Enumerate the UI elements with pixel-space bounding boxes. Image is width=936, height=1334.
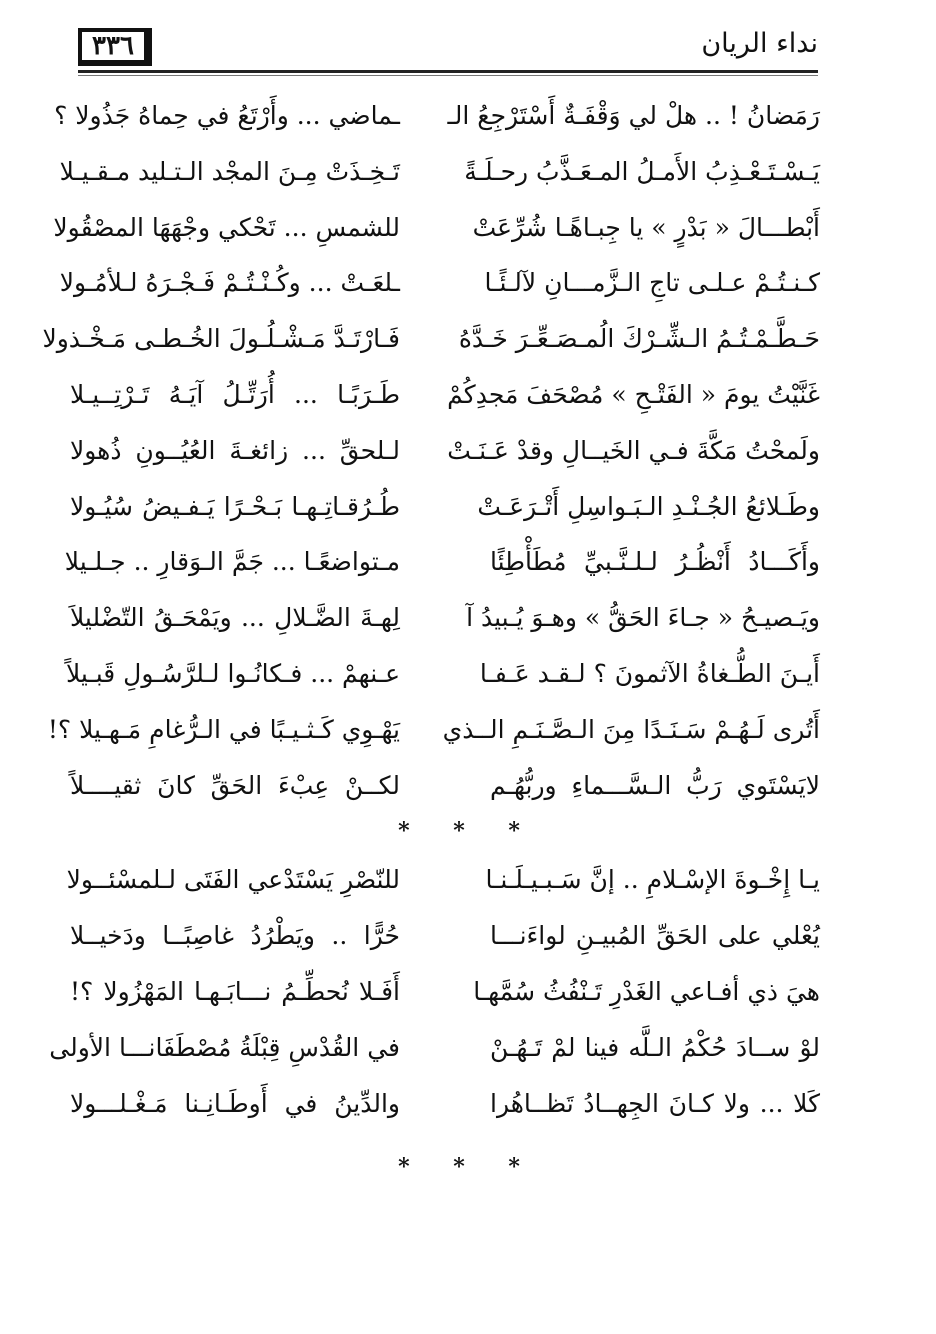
verse-first-hemistich: هيَ ذي أفـاعي الغَدْرِ تَـنْفُثُ سُمَّهـا [473, 977, 820, 1006]
page-number: ٣٣٦ [78, 28, 152, 66]
verse-second-hemistich: يَهْـوِي كَـثـيـبًا في الـرُّغامِ مَـهـيلا ؟! [47, 714, 400, 744]
verse-line [65, 650, 820, 706]
verse-line [42, 315, 820, 371]
verse-second-hemistich: ـماضي ... وأَرْتَعُ في حِماهُ جَذُولا ؟ [54, 101, 400, 130]
verse-line [70, 594, 820, 650]
verse-line [70, 427, 820, 483]
verse-first-hemistich: حَـطَّـمْـتُـمُ الـشِّـرْكَ الُمـصَـعِّـرَ خَـدَّهُ [458, 324, 820, 354]
verse-first-hemistich: وأَكَـــادُ أَنْظُـرُ لـلـنَّـبيِّ مُطَأْطِئًا [490, 547, 820, 577]
verse-second-hemistich: تَـخِـذَتْ مِـنَ المجْد الـتـليد مـقـيـلا [59, 156, 400, 186]
verse-line [70, 371, 820, 427]
verse-first-hemistich: أَبْطـــالَ « بَدْرٍ » يا جِبـاهًـا شُرِّعَتْ [472, 212, 820, 242]
poem-stanza-2 [49, 856, 820, 1136]
verse-second-hemistich: في القُدْسِ قِبْلَةُ مُصْطَفَانـــا الأولى [49, 1033, 400, 1062]
verse-second-hemistich: للشمسِ ... تَحْكي وجْهَهَا المصْقُولا [53, 212, 400, 242]
verse-first-hemistich: كـنـتُـمْ عـلـى تاجِ الـزَّمـــانِ لآلـئًـا [484, 268, 820, 298]
verse-line [59, 259, 820, 315]
verse-first-hemistich: رَمَضانُ ! .. هلْ لي وَقْفَـةٌ أَسْتَرْجِعُ الـ [447, 101, 820, 130]
verse-second-hemistich: فَـارْتَـدَّ مَـشْـلُـولَ الخُـطـى مَـخْـذولا [42, 324, 400, 354]
verse-second-hemistich: مـتواضعًـا ... جَمَّ الـوَقارِ .. جـلـيلا [64, 547, 400, 577]
verse-line [54, 92, 820, 148]
verse-second-hemistich: لِهـةَ الضَّـلالِ ... ويَمْحَـقُ التّضْليلاَ [70, 603, 400, 633]
verse-first-hemistich: غَنَّيْتُ يومَ « الفَتْـحِ » مُصْحَفَ مَجدِكُمْ [447, 379, 820, 409]
verse-first-hemistich: كَلا ... ولا كـانَ الجِهــادُ تَظــاهُرا [490, 1089, 820, 1118]
verse-line [59, 148, 820, 204]
verse-line [70, 1080, 820, 1136]
stanza-divider: * * * [398, 818, 538, 844]
verse-second-hemistich: أَفَـلا نُحطِّـمُ نـــابَـهـا المَهْزُولا ؟! [70, 977, 400, 1006]
verse-second-hemistich: عـنهمْ ... فـكانُـوا لـلرَّسُـولِ قَبـيلاً [65, 658, 400, 688]
verse-second-hemistich: طُـرُقـاتِـهـا بَـحْـرًا يَـفـيضُ سُيُـولا [70, 491, 400, 521]
verse-second-hemistich: لكــنْ عِبْءَ الحَقِّ كانَ ثقيــــلاً [70, 770, 400, 800]
stanza-divider: * * * [398, 1154, 538, 1180]
verse-line [49, 1024, 820, 1080]
verse-second-hemistich: والدِّينُ في أَوطَـانِـنا مَـغْـلـــولا [70, 1089, 400, 1118]
verse-second-hemistich: ـلعَـتْ ... وكُـنْـتُـمْ فَـجْـرَهُ لـلأمُـولا [59, 268, 400, 298]
book-title: نداء الريان [701, 28, 818, 59]
verse-first-hemistich: لايَسْتَوي رَبُّ الـسَّـــماءِ وربُّهُـم [490, 770, 820, 800]
verse-first-hemistich: يَـسْـتَـعْـذِبُ الأَمـلُ المـعَـذَّبُ رحـلَـةً [464, 156, 820, 186]
poem-stanza-1 [42, 92, 820, 817]
page-header [78, 22, 818, 72]
verse-first-hemistich: وطَـلائعُ الجُـنْـدِ الـبَـواسِلِ أَتْـرَعَـتْ [477, 491, 820, 521]
verse-first-hemistich: يُعْلي على الحَقِّ المُبيـنِ لواءَنـــا [490, 921, 820, 950]
verse-line [70, 968, 820, 1024]
verse-first-hemistich: يـا إِخْـوةَ الإسْـلامِ .. إنَّ سَـبـيـلَـنـا [485, 865, 820, 894]
verse-first-hemistich: أَتُرى لَـهُـمْ سَـنَـدًا مِنَ الـصَّـنَـمِ الــذي [442, 714, 820, 744]
verse-line [47, 706, 820, 762]
verse-line [70, 762, 820, 818]
verse-line [70, 483, 820, 539]
verse-first-hemistich: ولَمحْتُ مَكَّةَ فـي الخَيــالِ وقدْ عَـنَـتْ [447, 435, 820, 465]
verse-line [70, 912, 820, 968]
verse-line [53, 204, 820, 260]
verse-line [64, 538, 820, 594]
verse-second-hemistich: لـلحقِّ ... زائغـةَ العُيُــونِ ذُهولا [70, 435, 400, 465]
verse-first-hemistich: أَيـنَ الطُّـغاةُ الآثمونَ ؟ لـقـد عَـفـا [479, 658, 820, 688]
verse-first-hemistich: ويَـصيـحُ « جـاءَ الحَقُّ » وهـوَ يُـبيدُ آ [466, 603, 820, 633]
verse-second-hemistich: طَـرَبًـا ... أُرَتِّـلُ آيَـهُ تَـرْتِــيـلا [70, 379, 400, 409]
verse-second-hemistich: للنّصْرِ يَسْتَدْعي الفَتَى لـلمسْئــولا [66, 865, 400, 894]
verse-second-hemistich: حُرًّا .. ويَطْرُدُ غاصِبًــا ودَخيــلا [70, 921, 400, 950]
verse-first-hemistich: لوْ ســادَ حُكْمُ الـلَّه فينا لمْ تَـهُـنْ [490, 1033, 820, 1062]
verse-line [66, 856, 820, 912]
header-rule [78, 70, 818, 73]
header-rule-thin [78, 75, 818, 76]
